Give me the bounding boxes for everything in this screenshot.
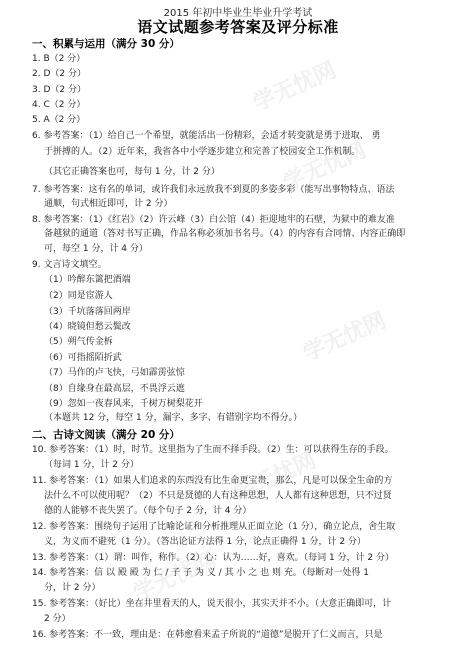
answer-line: 16. 参考答案：不一致，理由是：在韩愈看来孟子所说的“道德”是脱开了仁义而言，只是 xyxy=(32,630,383,640)
watermark: 学无忧网 xyxy=(229,448,321,507)
answer-line: （5）朔气传金柝 xyxy=(44,337,113,347)
answer-line: 通顺，句式相近即可，计 2 分） xyxy=(44,199,173,209)
answer-line: （9）忽如一夜春风来，千树万树梨花开 xyxy=(44,399,203,409)
answer-line: 10. 参考答案：（1）时，时节。这里指为了生而不择手段。（2）生：可以获得生存的手段。 xyxy=(32,445,394,455)
answer-line: （4）晓镜但愁云鬓改 xyxy=(44,322,131,332)
page-title: 语文试题参考答案及评分标准 xyxy=(137,18,339,36)
watermark: 学无忧网 xyxy=(299,308,391,367)
answer-line: 11. 参考答案：（1）如果人们追求的东西没有比生命更宝贵，那么，凡是可以保全生命的方 xyxy=(32,476,393,486)
answer-line: 6. 参考答案：（1）给自己一个希望，就能活出一份精彩，会适才转变就是勇于进取、 勇 xyxy=(32,131,381,141)
answer-line: 4. C（2 分） xyxy=(32,100,86,110)
section-heading: 一、积累与运用（满分 30 分） xyxy=(32,38,180,50)
answer-line: 8. 参考答案：（1）《红岩》（2）许云峰（3）白公馆（4）拒迎地牢的石壁，为狱中的难友准 xyxy=(32,215,395,225)
answer-line: 于拼搏的人。（2）近年来，我省各中小学逐步建立和完善了校园安全工作机制。 xyxy=(44,147,361,157)
answer-line: （1）吟醉东篱把酒端 xyxy=(44,275,131,285)
answer-line: 可，每空 1 分，计 4 分） xyxy=(44,244,148,254)
answer-line: （8）自缘身在最高层，不畏浮云遮 xyxy=(44,384,185,394)
answer-line: 备越狱的通道（答对书写正确，作品名称必须加书名号。（4）的内容有合同情、内容正确即 xyxy=(44,229,406,239)
answer-line: 9. 文言诗文填空。 xyxy=(32,260,107,270)
watermark: 学无忧网 xyxy=(279,138,371,197)
answer-line: 2 分） xyxy=(44,614,71,624)
answer-line: 13. 参考答案：（1）谓：叫作，称作。（2）心：认为……好，喜欢。（每词 1 分，计 2 分） xyxy=(32,553,395,563)
answer-line: 12. 参考答案：围绕句子运用了比喻论证和分析推理从正面立论（1 分），确立论点，舍生取 xyxy=(32,522,396,532)
answer-line: 德的人能够不丧失罢了。（每个句子 2 分，计 4 分） xyxy=(44,506,252,516)
answer-line: 14. 参考答案：信 以 殿 殿 为 仁 / 子 子 为 义 / 其 小 之 也 则 充。（每断对一处得 1 xyxy=(32,568,369,578)
answer-line: 1. B（2 分） xyxy=(32,54,86,64)
answer-line: 2. D（2 分） xyxy=(32,69,86,79)
answer-line: （3）千坑落落回两岸 xyxy=(44,307,131,317)
answer-line: （2）同是宦游人 xyxy=(44,291,113,301)
answer-line: 5. A（2 分） xyxy=(32,115,86,125)
answer-line: 15. 参考答案：（好比）坐在井里看天的人，说天很小，其实天并不小。（大意正确即可，计 xyxy=(32,599,392,609)
exam-header: 2015 年初中毕业生毕业升学考试 xyxy=(163,8,313,19)
answer-line: 法什么不可以使用呢？（2）不只是贤德的人有这种思想，人人都有这种思想，只不过贤 xyxy=(44,491,392,501)
answer-line: （本题共 12 分，每空 1 分，漏字、多字、有错别字均不得分。） xyxy=(44,413,303,423)
answer-line: 3. D（2 分） xyxy=(32,85,86,95)
watermark: 学无忧网 xyxy=(129,548,221,607)
answer-line: （6）可指摇陌折武 xyxy=(44,353,122,363)
answer-line: （每词 1 分，计 2 分） xyxy=(44,460,139,470)
watermark: 学无忧网 xyxy=(249,58,341,117)
section-heading: 二、古诗文阅读（满分 20 分） xyxy=(32,429,180,441)
answer-line: 义，为义而不避死（1 分）。（答出论证方法得 1 分，论点正确得 1 分，计 2 分） xyxy=(44,537,366,547)
answer-line: （7）马作的卢飞快，弓如霹雳弦惊 xyxy=(44,368,185,378)
answer-line: （其它正确答案也可，每句 1 分，计 2 分） xyxy=(44,167,220,177)
answer-line: 7. 参考答案：这有名的单词，或许我们永远放我不到夏的多姿多彩（能写出事物特点、语法 xyxy=(32,185,395,195)
answer-line: 分，计 2 分） xyxy=(44,583,101,593)
